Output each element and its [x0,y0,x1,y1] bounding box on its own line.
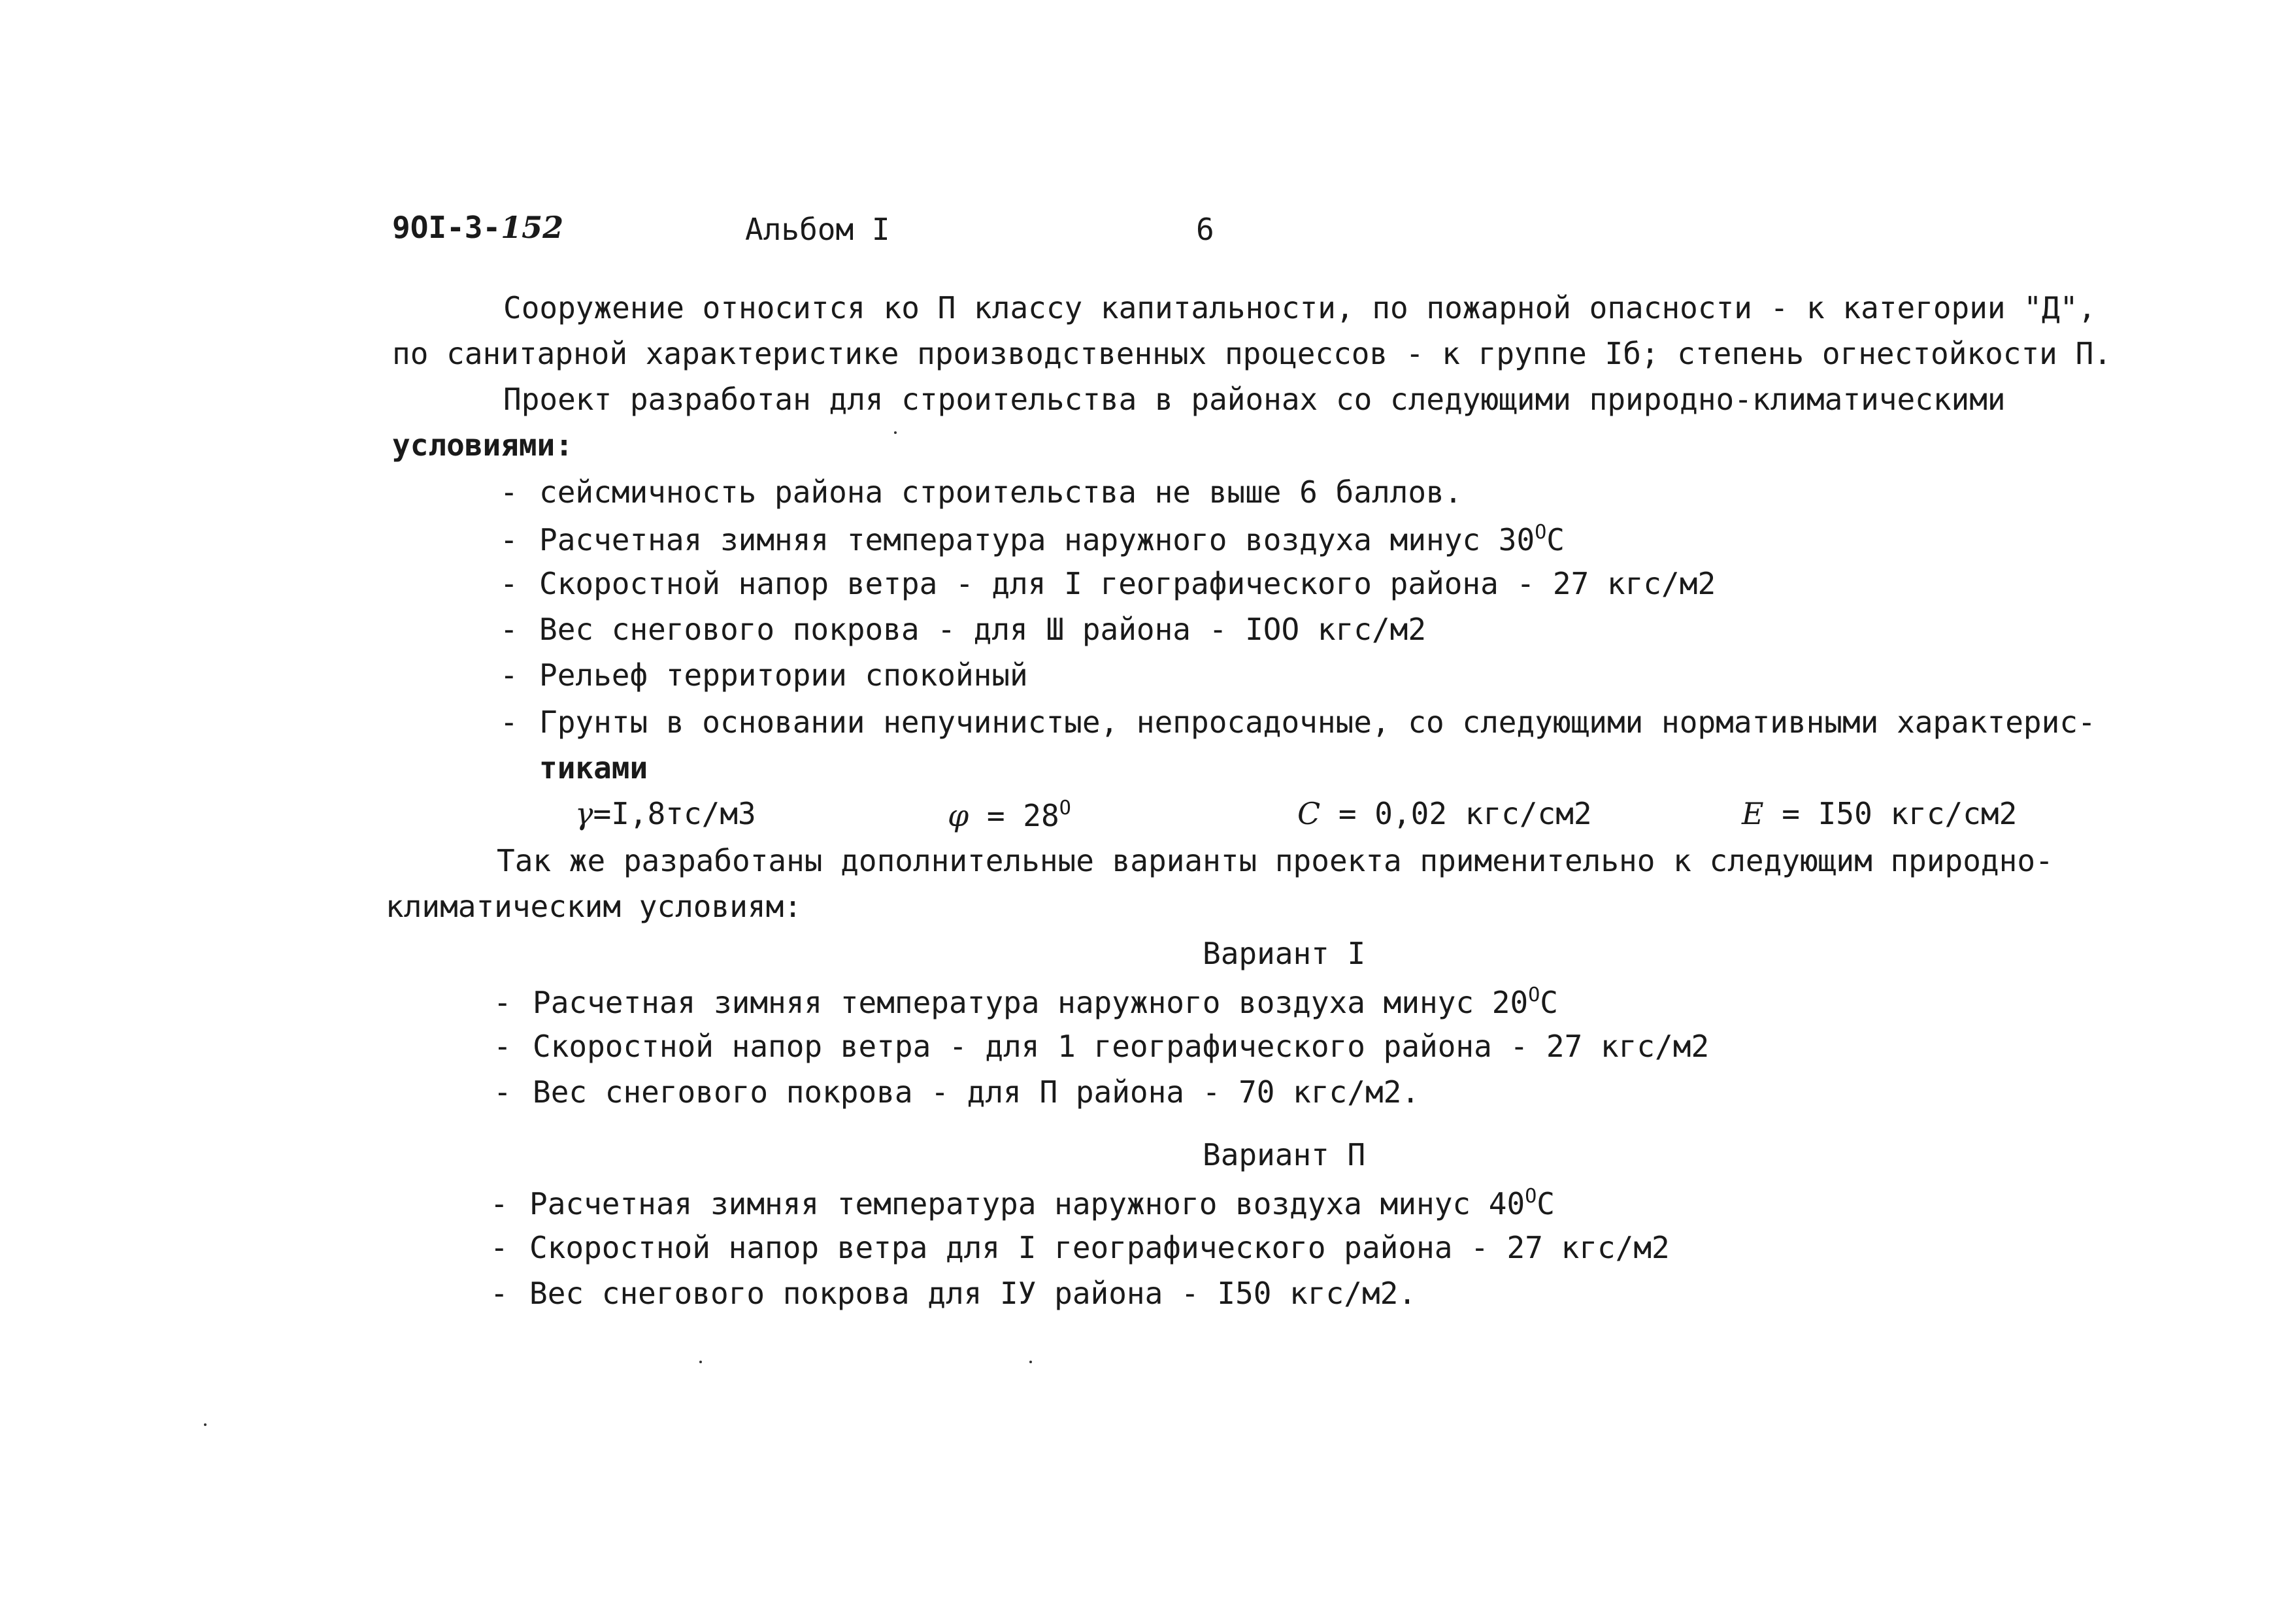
variant-2-item: - Расчетная зимняя температура наружного воздуха минус $40^OС$ [490,1185,1555,1221]
condition-item: - сейсмичность района строительства не выше 6 баллов. [500,474,1463,510]
additional-line-1: Так же разработаны дополнительные варианты проекта применительно к следующим природно- [497,843,2053,878]
variant-2-item: - Вес снегового покрова для IУ района - I50 кгс/м2. [490,1276,1417,1311]
variant-1-title: Вариант I [1203,936,1366,971]
e-symbol: E [1742,796,1764,831]
soil-c: C = 0,02 кгс/см2 [1297,796,1592,831]
condition-item-continuation: тиками [539,750,648,786]
variant-2-item: - Скоростной напор ветра для I географического района - 27 кгс/м2 [490,1230,1670,1265]
soil-gamma: γ=I,8тс/м3 [575,796,756,831]
phi-symbol: φ [948,798,969,833]
condition-item: - Рельеф территории спокойный [500,657,1028,693]
scan-speck [894,431,897,434]
condition-item: - Вес снегового покрова - для Ш района - IOO кгс/м2 [500,612,1427,647]
variant-1-item: - Скоростной напор ветра - для 1 географического района - 27 кгс/м2 [493,1029,1710,1064]
soil-e: E = I50 кгс/см2 [1742,796,2018,831]
paragraph-2-line-2: условиями: [392,427,573,463]
paragraph-1-line-1: Сооружение относится ко П классу капитальности, по пожарной опасности - к категории "Д", [503,290,2097,325]
variant-2-title: Вариант П [1203,1137,1366,1172]
condition-item: - Скоростной напор ветра - для I географического района - 27 кгс/м2 [500,566,1716,601]
variant-1-item: - Расчетная зимняя температура наружного воздуха минус $20^OС$ [493,984,1558,1020]
scan-speck [1029,1361,1032,1363]
doc-code-suffix: 152 [501,210,564,245]
paragraph-2-line-1: Проект разработан для строительства в районах со следующими природно-климатическими [503,382,2006,417]
condition-item: - Расчетная зимняя температура наружного воздуха минус $30^OС$ [500,521,1565,557]
album-label: Альбом I [745,212,890,247]
paragraph-1-line-2: по санитарной характеристике производственных процессов - к группе Iб; степень огнестойкости П. [392,336,2112,371]
scan-speck [204,1423,207,1426]
page-number: 6 [1196,212,1214,247]
c-symbol: C [1297,796,1321,831]
scan-speck [699,1361,702,1363]
soil-phi: $\varphi = 28^O$ [948,797,1071,833]
additional-line-2: климатическим условиям: [386,889,802,924]
doc-code [392,210,564,245]
condition-item: - Грунты в основании непучинистые, непросадочные, со следующими нормативными характерис- [500,704,2096,740]
doc-code-prefix: 9OI-3- [392,210,501,245]
gamma-symbol: γ [575,796,593,831]
variant-1-item: - Вес снегового покрова - для П района - 70 кгс/м2. [493,1074,1420,1110]
